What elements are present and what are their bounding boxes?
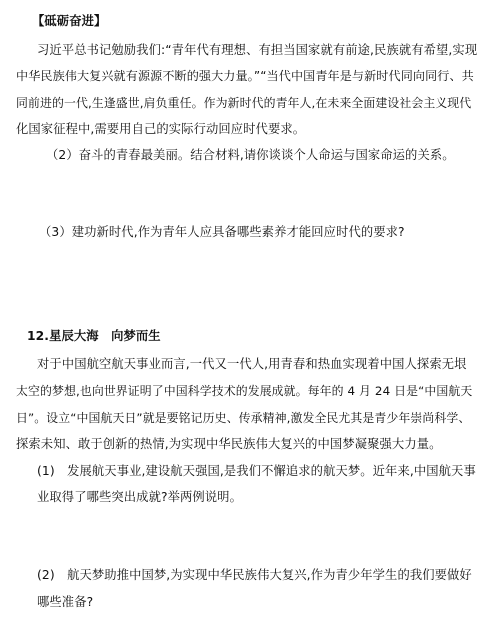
question-1-line: (1) 发展航天事业,建设航天强国,是我们不懈追求的航天梦。近年来,中国航天事 bbox=[37, 464, 476, 478]
question-2: （2）奋斗的青春最美丽。结合材料,请你谈谈个人命运与国家命运的关系。 bbox=[46, 148, 455, 162]
question-1-line: 业取得了哪些突出成就?举两例说明。 bbox=[37, 490, 242, 504]
paragraph-line: 日”。设立“中国航天日”就是要铭记历史、传承精神,激发全民尤其是青少年崇尚科学、 bbox=[16, 411, 471, 425]
section-heading-12: 12.星辰大海 向梦而生 bbox=[27, 329, 161, 343]
question-2-line: (2) 航天梦助推中国梦,为实现中华民族伟大复兴,作为青少年学生的我们要做好 bbox=[37, 568, 472, 582]
paragraph-line: 同前进的一代,生逢盛世,肩负重任。作为新时代的青年人,在未来全面建设社会主义现代 bbox=[16, 96, 472, 110]
paragraph-line: 探索未知、敢于创新的热情,为实现中华民族伟大复兴的中国梦凝聚强大力量。 bbox=[16, 437, 442, 451]
question-2-line: 哪些准备? bbox=[37, 595, 94, 609]
paragraph-line: 化国家征程中,需要用自己的实际行动回应时代要求。 bbox=[16, 122, 306, 136]
question-3: （3）建功新时代,作为青年人应具备哪些素养才能回应时代的要求? bbox=[39, 225, 405, 239]
section-heading-dili-fenjin: 【砥砺奋进】 bbox=[32, 14, 107, 28]
paragraph-line: 中华民族伟大复兴就有源源不断的强大力量。”“当代中国青年是与新时代同向同行、共 bbox=[16, 69, 474, 83]
paragraph-line: 习近平总书记勉励我们:“青年代有理想、有担当国家就有前途,民族就有希望,实现 bbox=[37, 43, 478, 57]
paragraph-line: 太空的梦想,也向世界证明了中国科学技术的发展成就。每年的 4 月 24 日是“中国航天 bbox=[16, 384, 473, 398]
paragraph-line: 对于中国航空航天事业而言,一代又一代人,用青春和热血实现着中国人探索无垠 bbox=[37, 357, 467, 371]
